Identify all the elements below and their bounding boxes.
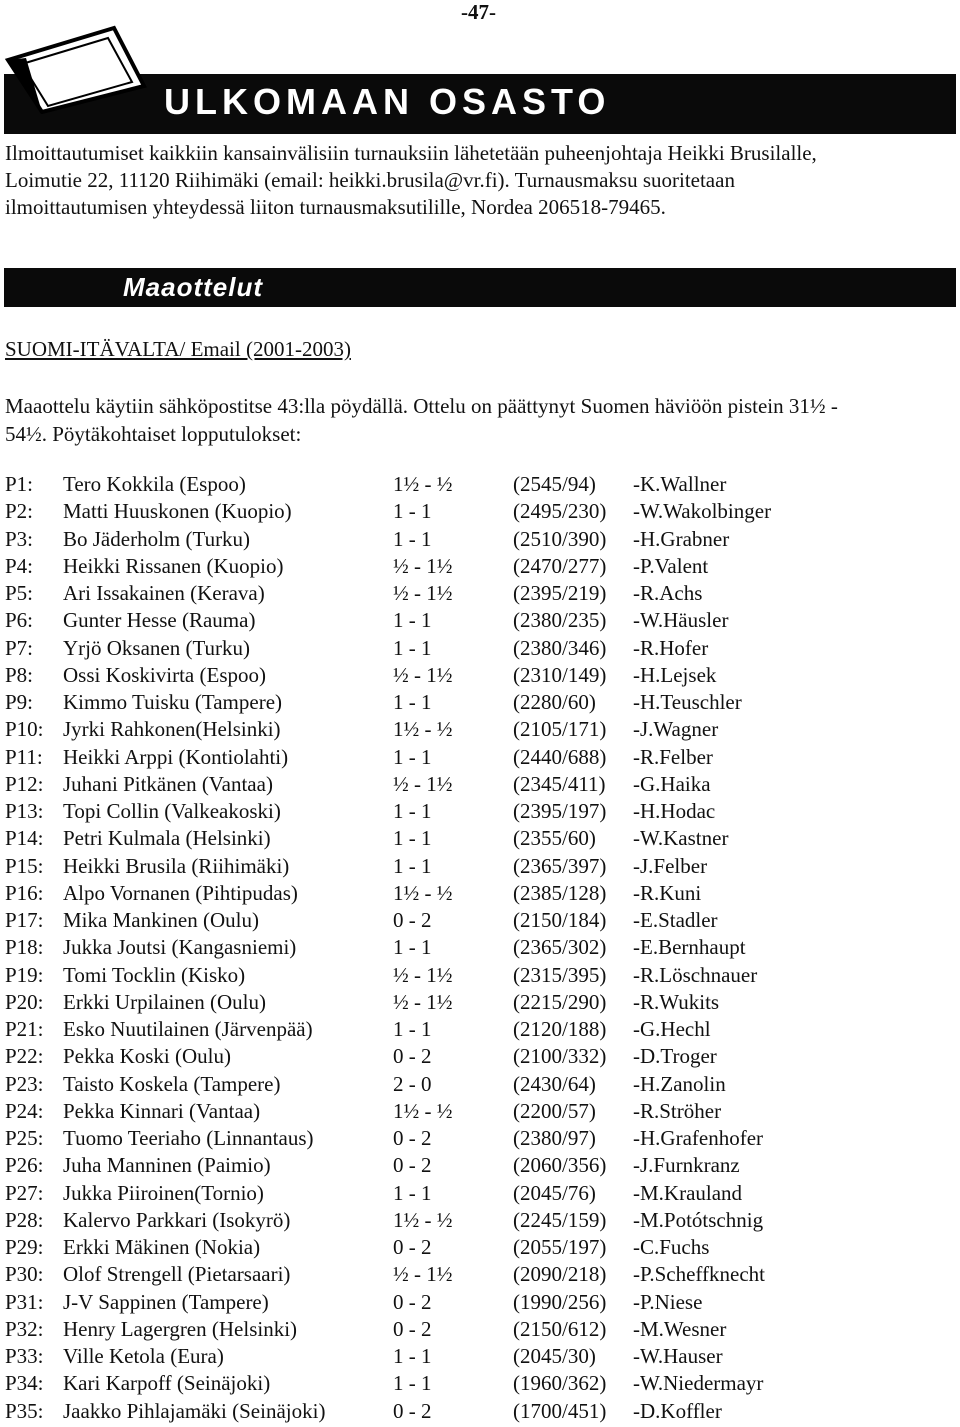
score: 0 - 2	[393, 1316, 432, 1341]
score: 1½ - ½	[393, 880, 453, 905]
score: 1 - 1	[393, 1017, 432, 1041]
rating-info: (2060/356)	[513, 1153, 607, 1178]
player-name: Topi Collin (Valkeakoski)	[63, 799, 281, 823]
board-label: P8:	[5, 662, 34, 687]
score: ½ - 1½	[393, 662, 453, 687]
opponent-name: -H.Zanolin	[633, 1071, 726, 1096]
opponent-name: -D.Koffler	[633, 1398, 722, 1423]
table-row	[5, 989, 833, 1016]
rating-info: (2545/94)	[513, 472, 596, 496]
opponent-name: -P.Valent	[633, 553, 709, 578]
intro-line: Loimutie 22, 11120 Riihimäki (email: heikki.brusila@vr.fi). Turnausmaksu suoritetaan	[5, 168, 735, 192]
player-name: Jaakko Pihlajamäki (Seinäjoki)	[63, 1398, 326, 1423]
score: 1 - 1	[393, 690, 432, 714]
score: 1 - 1	[393, 526, 432, 551]
score: ½ - 1½	[393, 581, 453, 605]
opponent-name: -E.Bernhaupt	[633, 935, 746, 960]
opponent-name: -W.Wakolbinger	[633, 499, 772, 524]
rating-info: (2120/188)	[513, 1017, 607, 1041]
table-row	[5, 1071, 833, 1098]
paper-sheet-logo	[4, 22, 154, 114]
board-label: P32:	[5, 1316, 44, 1341]
score: ½ - 1½	[393, 1262, 453, 1287]
opponent-name: -G.Haika	[633, 771, 711, 796]
table-row	[5, 1316, 833, 1343]
rating-info: (2100/332)	[513, 1044, 607, 1069]
table-row	[5, 1370, 833, 1397]
opponent-name: -P.Niese	[633, 1289, 703, 1314]
opponent-name: -H.Grafenhofer	[633, 1126, 764, 1150]
player-name: Kimmo Tuisku (Tampere)	[63, 690, 283, 714]
rating-info: (2310/149)	[513, 662, 607, 687]
table-row	[5, 635, 833, 662]
board-label: P21:	[5, 1017, 44, 1041]
rating-info: (2395/197)	[513, 799, 607, 823]
board-label: P1:	[5, 472, 34, 496]
opponent-name: -H.Teuschler	[633, 690, 742, 714]
board-label: P9:	[5, 690, 34, 714]
table-row	[5, 744, 833, 771]
player-name: Juha Manninen (Paimio)	[63, 1153, 271, 1178]
table-row	[5, 1234, 833, 1261]
table-row	[5, 526, 833, 553]
opponent-name: -C.Fuchs	[633, 1235, 710, 1259]
score: 1 - 1	[393, 744, 432, 769]
player-name: Henry Lagergren (Helsinki)	[63, 1316, 298, 1341]
opponent-name: -R.Löschnauer	[633, 962, 758, 987]
rating-info: (2280/60)	[513, 690, 596, 714]
rating-info: (2380/97)	[513, 1126, 596, 1150]
table-row	[5, 1398, 833, 1425]
board-label: P26:	[5, 1153, 44, 1178]
board-label: P3:	[5, 526, 34, 551]
rating-info: (2470/277)	[513, 553, 607, 578]
board-label: P16:	[5, 880, 44, 905]
score: 1½ - ½	[393, 1207, 453, 1232]
table-row	[5, 853, 833, 880]
opponent-name: -R.Hofer	[633, 635, 709, 660]
opponent-name: -H.Hodac	[633, 799, 716, 823]
rating-info: (2510/390)	[513, 526, 607, 551]
opponent-name: -W.Häusler	[633, 608, 729, 633]
page-number: -47-	[461, 0, 496, 24]
opponent-name: -M.Krauland	[633, 1180, 743, 1205]
rating-info: (2055/197)	[513, 1235, 607, 1259]
score: ½ - 1½	[393, 771, 453, 796]
table-row	[5, 798, 833, 825]
table-row	[5, 553, 833, 580]
table-row	[5, 1207, 833, 1234]
opponent-name: -R.Ströher	[633, 1098, 722, 1123]
board-label: P14:	[5, 826, 44, 851]
board-label: P10:	[5, 717, 44, 742]
player-name: Heikki Arppi (Kontiolahti)	[63, 744, 289, 769]
rating-info: (2245/159)	[513, 1207, 607, 1232]
opponent-name: -W.Niedermayr	[633, 1371, 764, 1396]
player-name: J-V Sappinen (Tampere)	[63, 1289, 269, 1314]
score: 2 - 0	[393, 1071, 432, 1096]
board-label: P18:	[5, 935, 44, 960]
player-name: Yrjö Oksanen (Turku)	[63, 635, 251, 660]
board-label: P4:	[5, 553, 34, 578]
player-name: Ossi Koskivirta (Espoo)	[63, 662, 266, 687]
board-label: P7:	[5, 635, 34, 660]
table-row	[5, 1016, 833, 1043]
table-row	[5, 1043, 833, 1070]
rating-info: (2105/171)	[513, 717, 607, 742]
opponent-name: -G.Hechl	[633, 1017, 711, 1041]
table-row	[5, 1261, 833, 1288]
board-label: P25:	[5, 1126, 44, 1150]
opponent-name: -M.Potótschnig	[633, 1207, 764, 1232]
rating-info: (1700/451)	[513, 1398, 607, 1423]
rating-info: (1960/362)	[513, 1371, 607, 1396]
description-line: 54½. Pöytäkohtaiset lopputulokset:	[5, 422, 302, 446]
rating-info: (2315/395)	[513, 962, 607, 987]
rating-info: (2365/397)	[513, 853, 607, 878]
section-banner	[4, 22, 956, 122]
player-name: Tuomo Teeriaho (Linnantaus)	[63, 1126, 314, 1150]
board-label: P15:	[5, 853, 44, 878]
opponent-name: -R.Achs	[633, 581, 703, 605]
rating-info: (2150/612)	[513, 1316, 607, 1341]
table-row	[5, 1152, 833, 1179]
table-row	[5, 1289, 833, 1316]
player-name: Kari Karpoff (Seinäjoki)	[63, 1371, 271, 1396]
board-label: P11:	[5, 744, 43, 769]
player-name: Tomi Tocklin (Kisko)	[63, 962, 246, 987]
table-row	[5, 471, 833, 498]
player-name: Erkki Urpilainen (Oulu)	[63, 989, 266, 1014]
description-line: Maaottelu käytiin sähköpostitse 43:lla pöydällä. Ottelu on päättynyt Suomen häviöön pistein 31½ -	[5, 394, 838, 418]
player-name: Kalervo Parkkari (Isokyrö)	[63, 1207, 291, 1232]
player-name: Pekka Koski (Oulu)	[63, 1044, 231, 1069]
opponent-name: -R.Wukits	[633, 989, 720, 1014]
table-row	[5, 580, 833, 607]
board-label: P34:	[5, 1371, 44, 1396]
table-row	[5, 962, 833, 989]
player-name: Jukka Joutsi (Kangasniemi)	[63, 935, 297, 960]
score: ½ - 1½	[393, 553, 453, 578]
rating-info: (1990/256)	[513, 1289, 607, 1314]
opponent-name: -K.Wallner	[633, 472, 727, 496]
rating-info: (2380/235)	[513, 608, 607, 633]
table-row	[5, 1098, 833, 1125]
player-name: Ville Ketola (Eura)	[63, 1344, 224, 1368]
opponent-name: -D.Troger	[633, 1044, 717, 1069]
table-row	[5, 907, 833, 934]
section-title: Maaottelut	[123, 272, 263, 302]
score: ½ - 1½	[393, 962, 453, 987]
rating-info: (2345/411)	[513, 771, 606, 796]
score: 0 - 2	[393, 1289, 432, 1314]
rating-info: (2150/184)	[513, 908, 607, 932]
player-name: Jukka Piiroinen(Tornio)	[63, 1180, 264, 1205]
board-label: P23:	[5, 1071, 44, 1096]
player-name: Juhani Pitkänen (Vantaa)	[63, 771, 273, 796]
rating-info: (2200/57)	[513, 1098, 596, 1123]
player-name: Mika Mankinen (Oulu)	[63, 908, 259, 932]
table-row	[5, 771, 833, 798]
board-label: P13:	[5, 799, 44, 823]
rating-info: (2045/30)	[513, 1344, 596, 1368]
rating-info: (2380/346)	[513, 635, 607, 660]
match-heading: SUOMI-ITÄVALTA/ Email (2001-2003)	[5, 337, 351, 361]
board-label: P19:	[5, 962, 44, 987]
opponent-name: -M.Wesner	[633, 1316, 727, 1341]
opponent-name: -W.Kastner	[633, 826, 729, 851]
opponent-name: -H.Grabner	[633, 526, 730, 551]
opponent-name: -R.Felber	[633, 744, 713, 769]
board-label: P12:	[5, 771, 44, 796]
rating-info: (2440/688)	[513, 744, 607, 769]
player-name: Alpo Vornanen (Pihtipudas)	[63, 880, 298, 905]
player-name: Bo Jäderholm (Turku)	[63, 526, 251, 551]
player-name: Heikki Rissanen (Kuopio)	[63, 553, 284, 578]
board-label: P29:	[5, 1235, 44, 1259]
player-name: Esko Nuutilainen (Järvenpää)	[63, 1017, 313, 1041]
opponent-name: -J.Felber	[633, 853, 708, 878]
score: 1½ - ½	[393, 1098, 453, 1123]
table-row	[5, 689, 833, 716]
board-label: P35:	[5, 1398, 44, 1423]
score: 1 - 1	[393, 1180, 432, 1205]
player-name: Jyrki Rahkonen(Helsinki)	[63, 717, 281, 742]
opponent-name: -H.Lejsek	[633, 662, 717, 687]
player-name: Erkki Mäkinen (Nokia)	[63, 1235, 261, 1259]
player-name: Tero Kokkila (Espoo)	[63, 472, 246, 496]
score: 1 - 1	[393, 1344, 432, 1368]
intro-line: Ilmoittautumiset kaikkiin kansainvälisiin turnauksiin lähetetään puheenjohtaja Heikki Brusilalle,	[5, 141, 817, 165]
board-label: P30:	[5, 1262, 44, 1287]
table-row	[5, 934, 833, 961]
opponent-name: -J.Wagner	[633, 717, 719, 742]
score: 0 - 2	[393, 1235, 432, 1259]
rating-info: (2045/76)	[513, 1180, 596, 1205]
board-label: P6:	[5, 608, 34, 633]
score: 1 - 1	[393, 635, 432, 660]
table-row	[5, 607, 833, 634]
player-name: Pekka Kinnari (Vantaa)	[63, 1098, 261, 1123]
table-row	[5, 1343, 833, 1370]
score: 0 - 2	[393, 908, 432, 932]
rating-info: (2395/219)	[513, 581, 607, 605]
rating-info: (2385/128)	[513, 880, 607, 905]
table-row	[5, 662, 833, 689]
board-label: P31:	[5, 1289, 44, 1314]
player-name: Taisto Koskela (Tampere)	[63, 1071, 281, 1096]
board-label: P28:	[5, 1207, 44, 1232]
score: 1 - 1	[393, 826, 432, 851]
player-name: Petri Kulmala (Helsinki)	[63, 826, 271, 851]
score: 1 - 1	[393, 1371, 432, 1396]
intro-paragraph	[5, 140, 955, 221]
banner-title: ULKOMAAN OSASTO	[164, 81, 611, 122]
table-row	[5, 880, 833, 907]
rating-info: (2090/218)	[513, 1262, 607, 1287]
board-label: P24:	[5, 1098, 44, 1123]
score: 0 - 2	[393, 1044, 432, 1069]
player-name: Heikki Brusila (Riihimäki)	[63, 853, 290, 878]
opponent-name: -J.Furnkranz	[633, 1153, 740, 1178]
score: 0 - 2	[393, 1126, 432, 1150]
board-label: P22:	[5, 1044, 44, 1069]
board-label: P20:	[5, 989, 44, 1014]
match-description	[5, 392, 955, 448]
player-name: Ari Issakainen (Kerava)	[63, 581, 265, 605]
score: 1 - 1	[393, 799, 432, 823]
board-label: P33:	[5, 1344, 44, 1368]
rating-info: (2430/64)	[513, 1071, 596, 1096]
opponent-name: -R.Kuni	[633, 880, 702, 905]
board-label: P2:	[5, 499, 34, 524]
results-table	[5, 471, 833, 1425]
score: 1½ - ½	[393, 472, 453, 496]
score: ½ - 1½	[393, 989, 453, 1014]
score: 1½ - ½	[393, 717, 453, 742]
score: 1 - 1	[393, 608, 432, 633]
board-label: P17:	[5, 908, 44, 932]
player-name: Gunter Hesse (Rauma)	[63, 608, 256, 633]
rating-info: (2215/290)	[513, 989, 607, 1014]
table-row	[5, 716, 833, 743]
player-name: Olof Strengell (Pietarsaari)	[63, 1262, 291, 1287]
table-row	[5, 1125, 833, 1152]
rating-info: (2355/60)	[513, 826, 596, 851]
opponent-name: -E.Stadler	[633, 908, 718, 932]
score: 1 - 1	[393, 935, 432, 960]
player-name: Matti Huuskonen (Kuopio)	[63, 499, 292, 524]
table-row	[5, 825, 833, 852]
intro-line: ilmoittautumisen yhteydessä liiton turnausmaksutilille, Nordea 206518-79465.	[5, 195, 666, 219]
score: 0 - 2	[393, 1153, 432, 1178]
board-label: P27:	[5, 1180, 44, 1205]
score: 0 - 2	[393, 1398, 432, 1423]
table-row	[5, 1180, 833, 1207]
opponent-name: -P.Scheffknecht	[633, 1262, 765, 1287]
rating-info: (2495/230)	[513, 499, 607, 524]
rating-info: (2365/302)	[513, 935, 607, 960]
score: 1 - 1	[393, 853, 432, 878]
opponent-name: -W.Hauser	[633, 1344, 723, 1368]
score: 1 - 1	[393, 499, 432, 524]
table-row	[5, 498, 833, 525]
board-label: P5:	[5, 581, 34, 605]
